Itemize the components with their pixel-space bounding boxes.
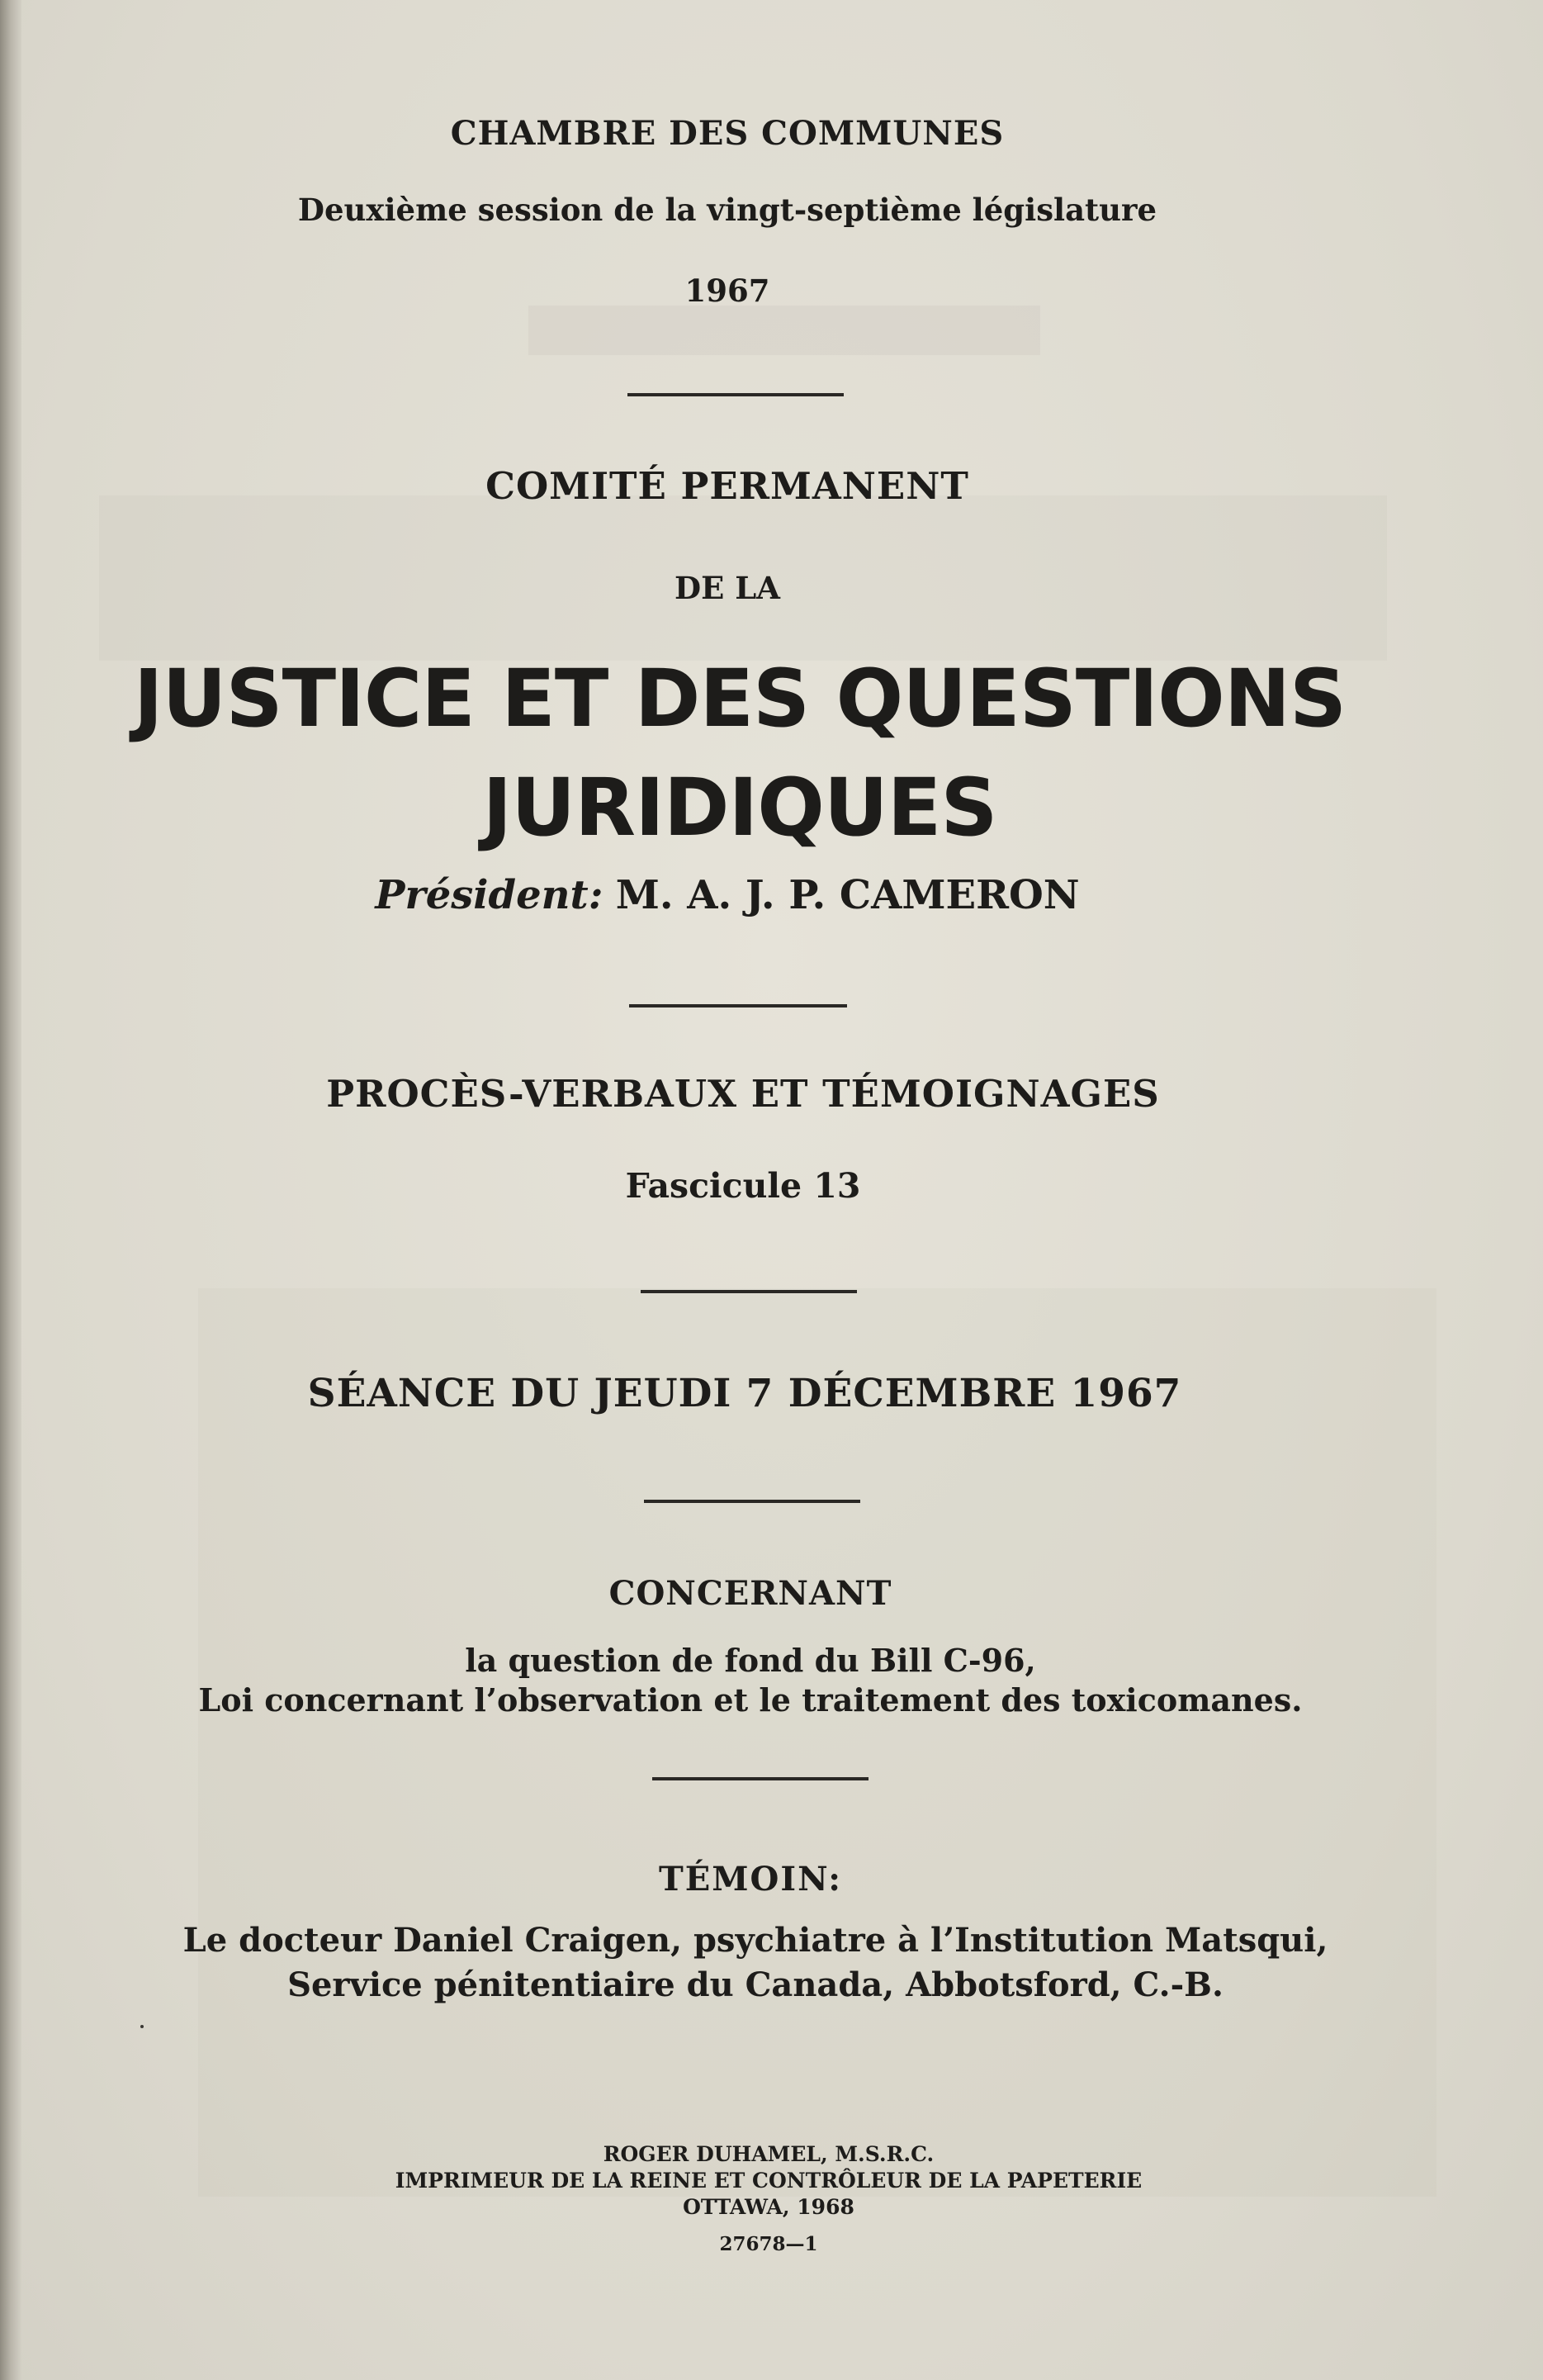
concerning-line-2: Loi concernant l’observation et le traitement des toxicomanes. (198, 1681, 1303, 1719)
sitting-title: SÉANCE DU JEUDI 7 DÉCEMBRE 1967 (307, 1371, 1182, 1416)
stray-mark (140, 2025, 144, 2028)
president-name: M. A. J. P. CAMERON (615, 872, 1080, 918)
show-through-block-3 (198, 1288, 1437, 2197)
president-label: Président: (375, 872, 603, 918)
divider-rule-2 (629, 1004, 847, 1007)
imprint-line-3: OTTAWA, 1968 (683, 2195, 854, 2219)
committee-line-1: COMITÉ PERMANENT (485, 464, 969, 508)
concerning-line-1: la question de fond du Bill C-96, (465, 1642, 1036, 1679)
session-line: Deuxième session de la vingt-septième législature (297, 192, 1157, 228)
president-line (0, 872, 1455, 918)
witness-heading: TÉMOIN: (659, 1860, 842, 1899)
imprint-line-2: IMPRIMEUR DE LA REINE ET CONTRÔLEUR DE LA PAPETERIE (395, 2169, 1143, 2193)
show-through-block-1 (528, 306, 1040, 355)
year: 1967 (684, 273, 770, 309)
divider-rule-3 (641, 1290, 857, 1293)
concerning-heading: CONCERNANT (608, 1574, 892, 1613)
witness-line-2: Service pénitentiaire du Canada, Abbotsford, C.-B. (287, 1965, 1224, 2004)
witness-line-1: Le docteur Daniel Craigen, psychiatre à l’Institution Matsqui, (182, 1921, 1328, 1960)
divider-rule-1 (627, 393, 844, 396)
house-name: CHAMBRE DES COMMUNES (450, 114, 1005, 153)
committee-line-2: DE LA (674, 570, 780, 606)
divider-rule-4 (644, 1500, 860, 1503)
fascicule-number: Fascicule 13 (625, 1166, 861, 1206)
committee-title-line-1: JUSTICE ET DES QUESTIONS (133, 652, 1347, 745)
print-number: 27678—1 (719, 2233, 818, 2255)
committee-title-line-2: JURIDIQUES (482, 761, 997, 854)
divider-rule-5 (652, 1777, 869, 1780)
proceedings-title: PROCÈS-VERBAUX ET TÉMOIGNAGES (326, 1072, 1160, 1116)
imprint-line-1: ROGER DUHAMEL, M.S.R.C. (603, 2142, 935, 2166)
